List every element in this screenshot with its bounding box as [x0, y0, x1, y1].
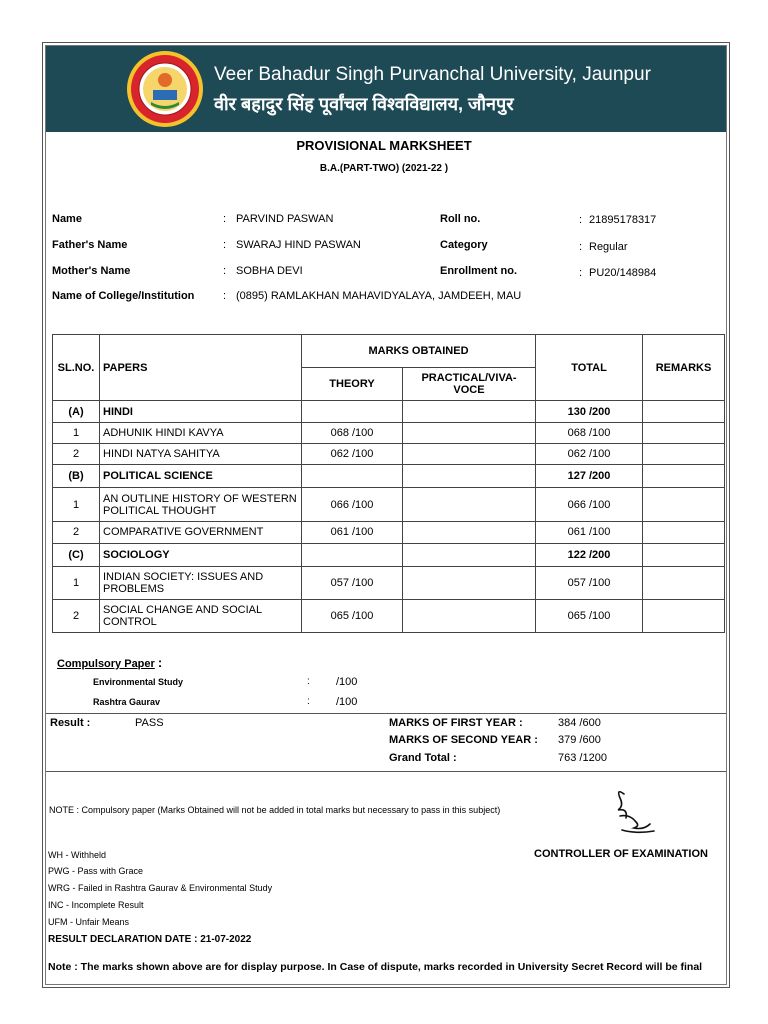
cell-total: 062 /100 — [536, 444, 643, 465]
table-row — [53, 543, 725, 566]
cell-slno: (B) — [53, 465, 100, 488]
cell-practical — [403, 566, 536, 599]
category-colon: : — [579, 241, 583, 253]
cell-slno: 1 — [53, 488, 100, 521]
second-year-value: 379 /600 — [558, 734, 601, 746]
legend-item: UFM - Unfair Means — [48, 917, 130, 927]
header-papers: PAPERS — [100, 335, 302, 401]
university-logo-icon — [126, 50, 204, 128]
table-row — [53, 488, 725, 521]
legend-item: WRG - Failed in Rashtra Gaurav & Environmental Study — [48, 883, 273, 893]
cell-remarks — [643, 444, 725, 465]
compulsory-item-colon: : — [307, 676, 310, 687]
cell-paper: HINDI NATYA SAHITYA — [100, 444, 302, 465]
header-theory: THEORY — [302, 368, 403, 401]
name-label: Name — [52, 213, 82, 225]
marks-table — [52, 334, 725, 633]
cell-remarks — [643, 599, 725, 632]
roll-colon: : — [579, 214, 583, 226]
compulsory-heading-colon: : — [157, 655, 163, 670]
cell-practical — [403, 599, 536, 632]
first-year-label: MARKS OF FIRST YEAR : — [389, 717, 523, 729]
cell-paper: SOCIOLOGY — [100, 543, 302, 566]
university-name-english: Veer Bahadur Singh Purvanchal University, Jaunpur — [214, 64, 651, 85]
cell-total: 122 /200 — [536, 543, 643, 566]
cell-paper: AN OUTLINE HISTORY OF WESTERN POLITICAL THOUGHT — [100, 488, 302, 521]
compulsory-heading-wrap — [57, 655, 162, 670]
cell-theory: 065 /100 — [302, 599, 403, 632]
roll-value: 21895178317 — [589, 214, 657, 226]
mother-value: SOBHA DEVI — [236, 265, 303, 277]
cell-paper: COMPARATIVE GOVERNMENT — [100, 521, 302, 543]
cell-slno: 2 — [53, 599, 100, 632]
enrollment-label: Enrollment no. — [440, 265, 517, 277]
grand-total-value: 763 /1200 — [558, 752, 607, 764]
cell-remarks — [643, 488, 725, 521]
header-total: TOTAL — [536, 335, 643, 401]
disclaimer: Note : The marks shown above are for display purpose. In Case of dispute, marks recorded in University Secret Record will be final — [48, 961, 703, 973]
cell-slno: (A) — [53, 401, 100, 423]
table-row — [53, 444, 725, 465]
table-row — [53, 521, 725, 543]
legend-item: INC - Incomplete Result — [48, 900, 144, 910]
enrollment-value: PU20/148984 — [589, 267, 657, 279]
compulsory-item-marks: /100 — [336, 676, 358, 688]
category-value: Regular — [589, 241, 628, 253]
compulsory-note: NOTE : Compulsory paper (Marks Obtained will not be added in total marks but necessary to pass in this subject) — [49, 805, 501, 815]
cell-paper: INDIAN SOCIETY: ISSUES AND PROBLEMS — [100, 566, 302, 599]
father-label: Father's Name — [52, 239, 128, 251]
cell-slno: 2 — [53, 521, 100, 543]
declaration-date: RESULT DECLARATION DATE : 21-07-2022 — [48, 934, 252, 945]
cell-remarks — [643, 543, 725, 566]
cell-practical — [403, 521, 536, 543]
compulsory-item-marks: /100 — [336, 696, 358, 708]
cell-practical — [403, 488, 536, 521]
header-marks-obtained: MARKS OBTAINED — [302, 335, 536, 368]
cell-theory: 061 /100 — [302, 521, 403, 543]
table-row — [53, 566, 725, 599]
father-value: SWARAJ HIND PASWAN — [236, 239, 361, 251]
compulsory-heading: Compulsory Paper — [57, 658, 155, 670]
cell-slno: 2 — [53, 444, 100, 465]
table-row — [53, 401, 725, 423]
college-colon: : — [223, 290, 227, 302]
cell-theory: 062 /100 — [302, 444, 403, 465]
cell-total: 068 /100 — [536, 423, 643, 444]
cell-practical — [403, 401, 536, 423]
course-title: B.A.(PART-TWO) (2021-22 ) — [319, 163, 449, 174]
header-slno: SL.NO. — [53, 335, 100, 401]
cell-theory — [302, 543, 403, 566]
cell-paper: POLITICAL SCIENCE — [100, 465, 302, 488]
cell-practical — [403, 465, 536, 488]
cell-total: 066 /100 — [536, 488, 643, 521]
cell-paper: HINDI — [100, 401, 302, 423]
enrollment-colon: : — [579, 267, 583, 279]
header-practical: PRACTICAL/VIVA-VOCE — [403, 368, 536, 401]
cell-theory: 066 /100 — [302, 488, 403, 521]
name-value: PARVIND PASWAN — [236, 213, 334, 225]
mother-colon: : — [223, 265, 227, 277]
cell-total: 130 /200 — [536, 401, 643, 423]
compulsory-item-name: Rashtra Gaurav — [93, 697, 161, 707]
second-year-label: MARKS OF SECOND YEAR : — [389, 734, 538, 746]
table-row — [53, 423, 725, 444]
father-colon: : — [223, 239, 227, 251]
college-value: (0895) RAMLAKHAN MAHAVIDYALAYA, JAMDEEH, MAU — [236, 290, 522, 302]
result-label: Result : — [50, 717, 91, 729]
header-remarks: REMARKS — [643, 335, 725, 401]
table-row — [53, 599, 725, 632]
cell-theory: 057 /100 — [302, 566, 403, 599]
cell-total: 057 /100 — [536, 566, 643, 599]
cell-slno: (C) — [53, 543, 100, 566]
university-banner — [46, 46, 726, 132]
cell-total: 065 /100 — [536, 599, 643, 632]
cell-theory — [302, 401, 403, 423]
compulsory-item-name: Environmental Study — [93, 677, 184, 687]
cell-theory: 068 /100 — [302, 423, 403, 444]
cell-practical — [403, 423, 536, 444]
table-row — [53, 465, 725, 488]
cell-total: 127 /200 — [536, 465, 643, 488]
grand-total-label: Grand Total : — [389, 752, 457, 764]
roll-label: Roll no. — [440, 213, 481, 225]
mother-label: Mother's Name — [52, 265, 131, 277]
compulsory-item-colon: : — [307, 696, 310, 707]
cell-remarks — [643, 401, 725, 423]
cell-remarks — [643, 423, 725, 444]
legend-item: PWG - Pass with Grace — [48, 866, 144, 876]
cell-practical — [403, 444, 536, 465]
cell-practical — [403, 543, 536, 566]
first-year-value: 384 /600 — [558, 717, 601, 729]
category-label: Category — [440, 239, 488, 251]
signature-icon — [610, 784, 660, 836]
cell-remarks — [643, 465, 725, 488]
cell-total: 061 /100 — [536, 521, 643, 543]
college-label: Name of College/Institution — [52, 290, 195, 302]
controller-label: CONTROLLER OF EXAMINATION — [534, 848, 708, 860]
university-name-hindi: वीर बहादुर सिंह पूर्वांचल विश्वविद्यालय, जौनपुर — [214, 94, 514, 114]
cell-paper: ADHUNIK HINDI KAVYA — [100, 423, 302, 444]
legend-item: WH - Withheld — [48, 850, 107, 860]
cell-theory — [302, 465, 403, 488]
cell-remarks — [643, 566, 725, 599]
cell-slno: 1 — [53, 423, 100, 444]
cell-slno: 1 — [53, 566, 100, 599]
cell-remarks — [643, 521, 725, 543]
divider — [46, 771, 726, 772]
divider — [46, 713, 726, 714]
result-value: PASS — [135, 717, 164, 729]
name-colon: : — [223, 213, 227, 225]
marksheet-title: PROVISIONAL MARKSHEET — [296, 138, 472, 153]
cell-paper: SOCIAL CHANGE AND SOCIAL CONTROL — [100, 599, 302, 632]
